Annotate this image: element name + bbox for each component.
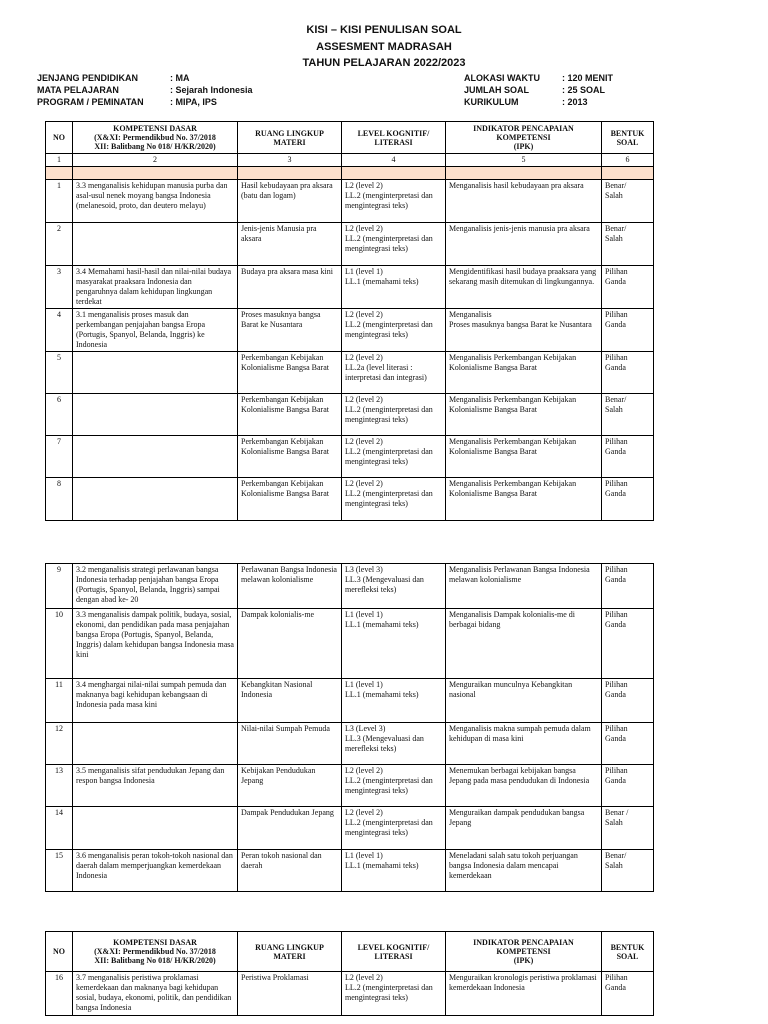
indikator-cell: Menemukan berbagai kebijakan bangsa Jepang pada masa pendudukan di Indonesia [446,765,602,807]
info-label: PROGRAM / PEMINATAN [37,97,144,107]
bentuk-soal-cell: Pilihan Ganda [602,309,654,352]
kompetensi-dasar-cell: 3.2 menganalisis strategi perlawanan bangsa Indonesia terhadap penjajahan bangsa Eropa (Portugis, Spanyol, Belanda, Inggris) sampai dengan abad ke- 20 [73,564,238,609]
ruang-lingkup-cell: Nilai-nilai Sumpah Pemuda [238,723,342,765]
table-row [46,807,654,850]
info-label: ALOKASI WAKTU [464,73,540,83]
row-number: 2 [46,223,73,266]
kompetensi-dasar-cell [73,394,238,436]
row-number: 5 [46,352,73,394]
level-kognitif-cell: L2 (level 2) LL.2 (menginterpretasi dan mengintegrasi teks) [342,180,446,223]
table-row [46,352,654,394]
info-label: KURIKULUM [464,97,519,107]
bentuk-soal-cell: Pilihan Ganda [602,266,654,309]
level-kognitif-cell: L2 (level 2) LL.2 (menginterpretasi dan mengintegrasi teks) [342,972,446,1016]
column-number: 2 [73,154,238,167]
kisi-table-page-1 [45,121,654,521]
info-label: MATA PELAJARAN [37,85,119,95]
level-kognitif-cell: L1 (level 1) LL.1 (memahami teks) [342,266,446,309]
indikator-cell: Menganalisis Perkembangan Kebijakan Kolonialisme Bangsa Barat [446,478,602,521]
indikator-cell: Menganalisis Perkembangan Kebijakan Kolonialisme Bangsa Barat [446,394,602,436]
ruang-lingkup-cell: Dampak kolonialis-me [238,609,342,679]
kompetensi-dasar-cell: 3.4 menghargai nilai-nilai sumpah pemuda dan maknanya bagi kehidupan kebangsaan di Indonesia pada masa kini [73,679,238,723]
header-level-kognitif: LEVEL KOGNITIF/ LITERASI [342,122,446,154]
row-number: 6 [46,394,73,436]
bentuk-soal-cell: Benar/ Salah [602,223,654,266]
kompetensi-dasar-cell [73,223,238,266]
level-kognitif-cell: L2 (level 2) LL.2a (level literasi : interpretasi dan integrasi) [342,352,446,394]
bentuk-soal-cell: Pilihan Ganda [602,679,654,723]
kompetensi-dasar-cell: 3.3 menganalisis kehidupan manusia purba dan asal-usul nenek moyang bangsa Indonesia (melanesoid, proto, dan deutero melayu) [73,180,238,223]
info-value: : MIPA, IPS [170,97,217,107]
bentuk-soal-cell: Benar/ Salah [602,394,654,436]
bentuk-soal-cell: Benar/ Salah [602,180,654,223]
row-number: 8 [46,478,73,521]
bentuk-soal-cell: Pilihan Ganda [602,723,654,765]
ruang-lingkup-cell: Dampak Pendudukan Jepang [238,807,342,850]
level-kognitif-cell: L3 (level 3) LL.3 (Mengevaluasi dan merefleksi teks) [342,564,446,609]
kompetensi-dasar-cell [73,352,238,394]
indikator-cell: Menganalisis jenis-jenis manusia pra aksara [446,223,602,266]
indikator-cell: Menganalisis Perkembangan Kebijakan Kolonialisme Bangsa Barat [446,352,602,394]
level-kognitif-cell: L2 (level 2) LL.2 (menginterpretasi dan mengintegrasi teks) [342,807,446,850]
column-number: 5 [446,154,602,167]
bentuk-soal-cell: Pilihan Ganda [602,564,654,609]
ruang-lingkup-cell: Perkembangan Kebijakan Kolonialisme Bangsa Barat [238,394,342,436]
indikator-cell: Menguraikan dampak pendudukan bangsa Jepang [446,807,602,850]
info-value: : 120 MENIT [562,73,614,83]
row-number: 13 [46,765,73,807]
kompetensi-dasar-cell: 3.5 menganalisis sifat pendudukan Jepang dan respon bangsa Indonesia [73,765,238,807]
indikator-cell: Menganalisis Perkembangan Kebijakan Kolonialisme Bangsa Barat [446,436,602,478]
column-number: 6 [602,154,654,167]
info-value: : MA [170,73,190,83]
kompetensi-dasar-cell [73,478,238,521]
academic-year: TAHUN PELAJARAN 2022/2023 [302,57,466,69]
kompetensi-dasar-cell: 3.4 Memahami hasil-hasil dan nilai-nilai budaya masyarakat praaksara Indonesia dan pengaruhnya dalam kehidupan lingkungan terdekat [73,266,238,309]
ruang-lingkup-cell: Peran tokoh nasional dan daerah [238,850,342,892]
document-title: KISI – KISI PENULISAN SOAL [306,24,462,36]
column-number: 3 [238,154,342,167]
row-number: 9 [46,564,73,609]
spacer-row [46,167,654,180]
level-kognitif-cell: L1 (level 1) LL.1 (memahami teks) [342,609,446,679]
header-ruang-lingkup: RUANG LINGKUP MATERI [238,122,342,154]
bentuk-soal-cell: Benar / Salah [602,807,654,850]
ruang-lingkup-cell: Perlawanan Bangsa Indonesia melawan kolonialisme [238,564,342,609]
indikator-cell: Menganalisis hasil kebudayaan pra aksara [446,180,602,223]
table-row [46,679,654,723]
ruang-lingkup-cell: Kebijakan Pendudukan Jepang [238,765,342,807]
level-kognitif-cell: L2 (level 2) LL.2 (menginterpretasi dan mengintegrasi teks) [342,394,446,436]
level-kognitif-cell: L2 (level 2) LL.2 (menginterpretasi dan mengintegrasi teks) [342,765,446,807]
info-row [464,96,613,108]
header-no: NO [46,932,73,972]
indikator-cell: Menguraikan munculnya Kebangkitan nasional [446,679,602,723]
level-kognitif-cell: L1 (level 1) LL.1 (memahami teks) [342,850,446,892]
indikator-cell: Menganalisis makna sumpah pemuda dalam kehidupan di masa kini [446,723,602,765]
info-value: : 25 SOAL [562,85,606,95]
info-label: JENJANG PENDIDIKAN [37,73,139,83]
ruang-lingkup-cell: Hasil kebudayaan pra aksara (batu dan logam) [238,180,342,223]
level-kognitif-cell: L2 (level 2) LL.2 (menginterpretasi dan mengintegrasi teks) [342,436,446,478]
kompetensi-dasar-cell [73,807,238,850]
table-row [46,850,654,892]
indikator-cell: Mengidentifikasi hasil budaya praaksara yang sekarang masih ditemukan di lingkungannya. [446,266,602,309]
kompetensi-dasar-cell: 3.6 menganalisis peran tokoh-tokoh nasional dan daerah dalam memperjuangkan kemerdekaan Indonesia [73,850,238,892]
header-bentuk-soal: BENTUK SOAL [602,932,654,972]
info-row [464,84,613,96]
info-row [37,84,253,96]
row-number: 10 [46,609,73,679]
indikator-cell: Menganalisis Perlawanan Bangsa Indonesia melawan kolonialisme [446,564,602,609]
table-row [46,266,654,309]
document-subtitle: ASSESMENT MADRASAH [316,41,452,53]
row-number: 14 [46,807,73,850]
info-value: : 2013 [562,97,588,107]
table-row [46,723,654,765]
indikator-cell: Menganalisis Proses masuknya bangsa Barat ke Nusantara [446,309,602,352]
row-number: 4 [46,309,73,352]
header-ruang-lingkup: RUANG LINGKUP MATERI [238,932,342,972]
ruang-lingkup-cell: Perkembangan Kebijakan Kolonialisme Bangsa Barat [238,436,342,478]
header-indikator: INDIKATOR PENCAPAIAN KOMPETENSI (IPK) [446,932,602,972]
bentuk-soal-cell: Pilihan Ganda [602,765,654,807]
bentuk-soal-cell: Pilihan Ganda [602,609,654,679]
table-row [46,564,654,609]
indikator-cell: Menguraikan kronologis peristiwa proklamasi kemerdekaan Indonesia [446,972,602,1016]
ruang-lingkup-cell: Jenis-jenis Manusia pra aksara [238,223,342,266]
table-row [46,609,654,679]
table-row [46,972,654,1016]
ruang-lingkup-cell: Perkembangan Kebijakan Kolonialisme Bangsa Barat [238,478,342,521]
kompetensi-dasar-cell [73,723,238,765]
header-bentuk-soal: BENTUK SOAL [602,122,654,154]
kompetensi-dasar-cell: 3.3 menganalisis dampak politik, budaya, sosial, ekonomi, dan pendidikan pada masa penjajahan bangsa Eropa (Portugis, Spanyol, Belanda, Inggris) dalam kehidupan bangsa Indonesia masa kini [73,609,238,679]
ruang-lingkup-cell: Proses masuknya bangsa Barat ke Nusantara [238,309,342,352]
level-kognitif-cell: L2 (level 2) LL.2 (menginterpretasi dan mengintegrasi teks) [342,309,446,352]
level-kognitif-cell: L3 (Level 3) LL.3 (Mengevaluasi dan merefleksi teks) [342,723,446,765]
table-row [46,394,654,436]
kompetensi-dasar-cell: 3.7 menganalisis peristiwa proklamasi kemerdekaan dan maknanya bagi kehidupan sosial, budaya, ekonomi, politik, dan pendidikan bangsa Indonesia [73,972,238,1016]
row-number: 7 [46,436,73,478]
row-number: 12 [46,723,73,765]
column-number: 1 [46,154,73,167]
kompetensi-dasar-cell: 3.1 menganalisis proses masuk dan perkembangan penjajahan bangsa Eropa (Portugis, Spanyol, Belanda, Inggris) ke Indonesia [73,309,238,352]
level-kognitif-cell: L2 (level 2) LL.2 (menginterpretasi dan mengintegrasi teks) [342,223,446,266]
kisi-table-page-2 [45,563,654,892]
table-row [46,765,654,807]
kisi-table-page-3 [45,931,654,1016]
indikator-cell: Meneladani salah satu tokoh perjuangan bangsa Indonesia dalam mencapai kemerdekaan [446,850,602,892]
kompetensi-dasar-cell [73,436,238,478]
header-no: NO [46,122,73,154]
table-row [46,309,654,352]
column-number: 4 [342,154,446,167]
info-label: JUMLAH SOAL [464,85,529,95]
row-number: 16 [46,972,73,1016]
table-row [46,478,654,521]
ruang-lingkup-cell: Budaya pra aksara masa kini [238,266,342,309]
table-row [46,223,654,266]
bentuk-soal-cell: Benar/ Salah [602,850,654,892]
row-number: 11 [46,679,73,723]
bentuk-soal-cell: Pilihan Ganda [602,436,654,478]
level-kognitif-cell: L1 (level 1) LL.1 (memahami teks) [342,679,446,723]
info-left [37,72,253,108]
row-number: 15 [46,850,73,892]
table-row [46,180,654,223]
table-row [46,436,654,478]
header-kompetensi-dasar: KOMPETENSI DASAR (X&XI: Permendikbud No. 37/2018 XII: Balitbang No 018/ H/KR/2020) [73,122,238,154]
info-right [464,72,613,108]
info-value: : Sejarah Indonesia [170,85,253,95]
info-row [37,96,253,108]
header-kompetensi-dasar: KOMPETENSI DASAR (X&XI: Permendikbud No. 37/2018 XII: Balitbang No 018/ H/KR/2020) [73,932,238,972]
ruang-lingkup-cell: Peristiwa Proklamasi [238,972,342,1016]
row-number: 3 [46,266,73,309]
bentuk-soal-cell: Pilihan Ganda [602,478,654,521]
info-row [464,72,613,84]
header-level-kognitif: LEVEL KOGNITIF/ LITERASI [342,932,446,972]
indikator-cell: Menganalisis Dampak kolonialis-me di berbagai bidang [446,609,602,679]
ruang-lingkup-cell: Kebangkitan Nasional Indonesia [238,679,342,723]
info-row [37,72,253,84]
bentuk-soal-cell: Pilihan Ganda [602,352,654,394]
bentuk-soal-cell: Pilihan Ganda [602,972,654,1016]
header-indikator: INDIKATOR PENCAPAIAN KOMPETENSI (IPK) [446,122,602,154]
row-number: 1 [46,180,73,223]
level-kognitif-cell: L2 (level 2) LL.2 (menginterpretasi dan mengintegrasi teks) [342,478,446,521]
ruang-lingkup-cell: Perkembangan Kebijakan Kolonialisme Bangsa Barat [238,352,342,394]
